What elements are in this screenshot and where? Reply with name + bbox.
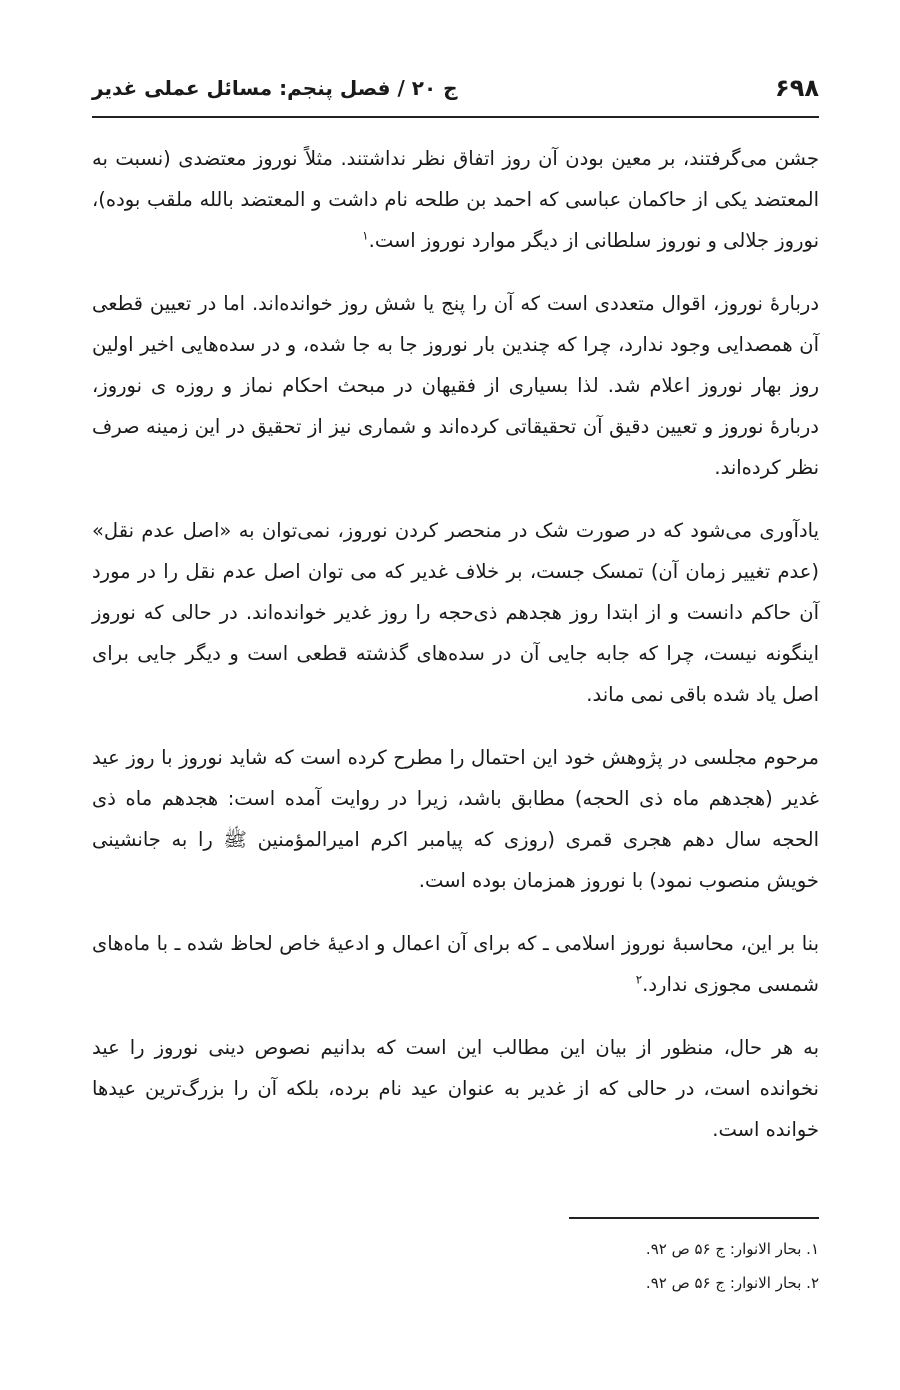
running-head bbox=[92, 62, 819, 114]
paragraph bbox=[92, 138, 819, 261]
paragraph-text: مرحوم مجلسی در پژوهش خود این احتمال را مطرح کرده است که شاید نوروز با روز عید غدیر (هجدهم ماه ذی الحجه) مطابق باشد، زیرا در روایت آمده است: هجدهم ماه ذی الحجه سال دهم هجری قمری (روزی که پیامبر اکرم امیرالمؤمنین ﷺ را به جانشینی خویش منصوب نمود) با نوروز همزمان بوده است. bbox=[92, 746, 819, 892]
book-page bbox=[92, 0, 819, 1390]
footnote-ref[interactable]: ۲ bbox=[635, 972, 643, 987]
paragraph bbox=[92, 923, 819, 1005]
footnote-ref[interactable]: ۱ bbox=[362, 228, 369, 243]
running-title: ج ۲۰ / فصل پنجم: مسائل عملی غدیر bbox=[92, 76, 458, 100]
footnotes bbox=[92, 1232, 819, 1300]
paragraph bbox=[92, 283, 819, 488]
paragraph-text: جشن می‌گرفتند، بر معین بودن آن روز اتفاق نظر نداشتند. مثلاً نوروز معتضدی (نسبت به المعتضد یکی از حاکمان عباسی که احمد بن طلحه نام داشت و المعتضد بالله ملقب بوده)، نوروز جلالی و نوروز سلطانی از دیگر موارد نوروز است. bbox=[92, 147, 819, 252]
footnote-2: ۲. بحار الانوار: ج ۵۶ ص ۹۲. bbox=[645, 1274, 819, 1292]
footnote-rule bbox=[569, 1217, 819, 1219]
footnote-1: ۱. بحار الانوار: ج ۵۶ ص ۹۲. bbox=[645, 1240, 819, 1258]
paragraph bbox=[92, 1027, 819, 1150]
paragraph bbox=[92, 510, 819, 715]
paragraph-text: به هر حال، منظور از بیان این مطالب این است که بدانیم نصوص دینی نوروز را عید نخوانده است، در حالی که از غدیر به عنوان عید نام برده، بلکه آن را بزرگ‌ترین عیدها خوانده است. bbox=[92, 1036, 819, 1141]
paragraph bbox=[92, 737, 819, 901]
header-rule bbox=[92, 116, 819, 118]
paragraph-text: دربارهٔ نوروز، اقوال متعددی است که آن را پنج یا شش روز خوانده‌اند. اما در تعیین قطعی آن همصدایی وجود ندارد، چرا که چندین بار نوروز جا به جا شده، و در سده‌هایی اخیر اولین روز بهار نوروز اعلام شد. لذا بسیاری از فقیهان در مبحث احکام نماز و روزه ی نوروز، دربارهٔ نوروز و تعیین دقیق آن تحقیقاتی کرده‌اند و شماری نیز از تحقیق در این زمینه صرف نظر کرده‌اند. bbox=[92, 292, 819, 479]
paragraph-text: یادآوری می‌شود که در صورت شک در منحصر کردن نوروز، نمی‌توان به «اصل عدم نقل» (عدم تغییر زمان آن) تمسک جست، بر خلاف غدیر که می توان اصل عدم نقل را در مورد آن حاکم دانست و از ابتدا روز هجدهم ذی‌حجه را روز غدیر خوانده‌اند. در حالی که نوروز اینگونه نیست، چرا که جابه جایی آن در سده‌های گذشته قطعی است و دیگر جایی برای اصل یاد شده باقی نمی ماند. bbox=[92, 519, 819, 706]
body-text bbox=[92, 138, 819, 1172]
page-number: ۶۹۸ bbox=[775, 74, 819, 102]
paragraph-text: بنا بر این، محاسبهٔ نوروز اسلامی ـ که برای آن اعمال و ادعیهٔ خاص لحاظ شده ـ با ماه‌های شمسی مجوزی ندارد. bbox=[92, 932, 819, 996]
